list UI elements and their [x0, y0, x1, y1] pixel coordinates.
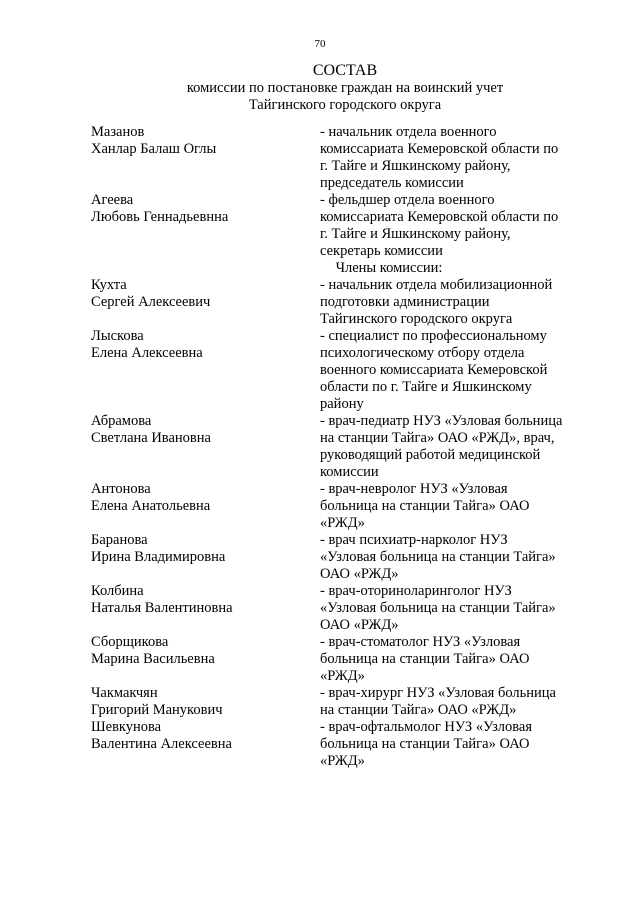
document-heading	[0, 62, 640, 114]
person-name	[91, 124, 320, 192]
role-line: - начальник отдела мобилизационной	[320, 277, 553, 293]
role-line: военного комиссариата Кемеровской	[320, 362, 548, 378]
person-surname: Агеева	[91, 192, 134, 208]
commission-list	[91, 124, 591, 770]
person-given-names: Сергей Алексеевич	[91, 294, 211, 310]
role-line: - начальник отдела военного	[320, 124, 497, 140]
role-line: г. Тайге и Яшкинскому району,	[320, 158, 511, 174]
person-given-names: Валентина Алексеевна	[91, 736, 232, 752]
heading-line-2: Тайгинского городского округа	[248, 97, 442, 113]
person-surname: Сборщикова	[91, 634, 169, 650]
person-role	[320, 192, 591, 260]
role-line: на станции Тайга» ОАО «РЖД»	[320, 702, 517, 718]
role-line: ОАО «РЖД»	[320, 566, 399, 582]
commission-entry	[91, 583, 591, 634]
person-name	[91, 481, 320, 532]
role-line: «РЖД»	[320, 515, 365, 531]
role-line: комиссариата Кемеровской области по	[320, 141, 559, 157]
person-surname: Абрамова	[91, 413, 152, 429]
person-role	[320, 685, 591, 719]
person-role	[320, 328, 591, 413]
role-line: - врач-хирург НУЗ «Узловая больница	[320, 685, 556, 701]
heading-line-1: комиссии по постановке граждан на воинский учет	[186, 80, 504, 96]
role-line: больница на станции Тайга» ОАО	[320, 736, 530, 752]
commission-entry	[91, 328, 591, 413]
role-line: г. Тайге и Яшкинскому району,	[320, 226, 511, 242]
role-line: подготовки администрации	[320, 294, 490, 310]
person-name	[91, 634, 320, 685]
person-given-names: Григорий Манукович	[91, 702, 223, 718]
person-role	[320, 634, 591, 685]
person-role	[320, 719, 591, 770]
commission-entry	[91, 124, 591, 192]
role-line: - врач-стоматолог НУЗ «Узловая	[320, 634, 521, 650]
leadership-section	[91, 124, 591, 260]
person-role	[320, 124, 591, 192]
role-line: - врач-оториноларинголог НУЗ	[320, 583, 512, 599]
person-name	[91, 532, 320, 583]
person-name	[91, 192, 320, 260]
person-given-names: Елена Алексеевна	[91, 345, 203, 361]
role-line: - врач-педиатр НУЗ «Узловая больница	[320, 413, 563, 429]
role-line: председатель комиссии	[320, 175, 464, 191]
role-line: комиссариата Кемеровской области по	[320, 209, 559, 225]
person-given-names: Марина Васильевна	[91, 651, 215, 667]
commission-entry	[91, 277, 591, 328]
role-line: на станции Тайга» ОАО «РЖД», врач,	[320, 430, 555, 446]
person-surname: Баранова	[91, 532, 148, 548]
commission-entry	[91, 413, 591, 481]
role-line: психологическому отбору отдела	[320, 345, 525, 361]
person-given-names: Наталья Валентиновна	[91, 600, 233, 616]
role-line: - врач-невролог НУЗ «Узловая	[320, 481, 508, 497]
person-role	[320, 277, 591, 328]
person-surname: Мазанов	[91, 124, 145, 140]
person-surname: Чакмакчян	[91, 685, 158, 701]
page-number: 70	[314, 38, 326, 50]
commission-entry	[91, 192, 591, 260]
role-line: секретарь комиссии	[320, 243, 443, 259]
person-given-names: Ирина Владимировна	[91, 549, 226, 565]
members-section	[91, 277, 591, 770]
person-name	[91, 685, 320, 719]
person-given-names: Елена Анатольевна	[91, 498, 211, 514]
person-surname: Антонова	[91, 481, 151, 497]
role-line: «РЖД»	[320, 668, 365, 684]
role-line: области по г. Тайге и Яшкинскому	[320, 379, 532, 395]
person-surname: Лыскова	[91, 328, 144, 344]
role-line: району	[320, 396, 364, 412]
role-line: больница на станции Тайга» ОАО	[320, 498, 530, 514]
commission-entry	[91, 685, 591, 719]
person-name	[91, 413, 320, 481]
role-line: - фельдшер отдела военного	[320, 192, 495, 208]
person-name	[91, 583, 320, 634]
person-role	[320, 532, 591, 583]
person-name	[91, 719, 320, 770]
role-line: - специалист по профессиональному	[320, 328, 547, 344]
person-given-names: Любовь Геннадьевнна	[91, 209, 229, 225]
role-line: - врач психиатр-нарколог НУЗ	[320, 532, 508, 548]
role-line: - врач-офтальмолог НУЗ «Узловая	[320, 719, 533, 735]
role-line: ОАО «РЖД»	[320, 617, 399, 633]
person-surname: Колбина	[91, 583, 144, 599]
members-heading: Члены комиссии:	[335, 260, 443, 276]
person-given-names: Ханлар Балаш Оглы	[91, 141, 217, 157]
role-line: руководящий работой медицинской	[320, 447, 541, 463]
person-given-names: Светлана Ивановна	[91, 430, 211, 446]
commission-entry	[91, 532, 591, 583]
role-line: больница на станции Тайга» ОАО	[320, 651, 530, 667]
role-line: «Узловая больница на станции Тайга»	[320, 600, 556, 616]
commission-entry	[91, 481, 591, 532]
role-line: Тайгинского городского округа	[320, 311, 513, 327]
person-surname: Кухта	[91, 277, 127, 293]
commission-entry	[91, 634, 591, 685]
commission-entry	[91, 719, 591, 770]
document-title: СОСТАВ	[312, 62, 378, 79]
person-role	[320, 583, 591, 634]
person-name	[91, 277, 320, 328]
person-name	[91, 328, 320, 413]
role-line: «РЖД»	[320, 753, 365, 769]
person-role	[320, 481, 591, 532]
person-role	[320, 413, 591, 481]
role-line: комиссии	[320, 464, 379, 480]
role-line: «Узловая больница на станции Тайга»	[320, 549, 556, 565]
person-surname: Шевкунова	[91, 719, 162, 735]
